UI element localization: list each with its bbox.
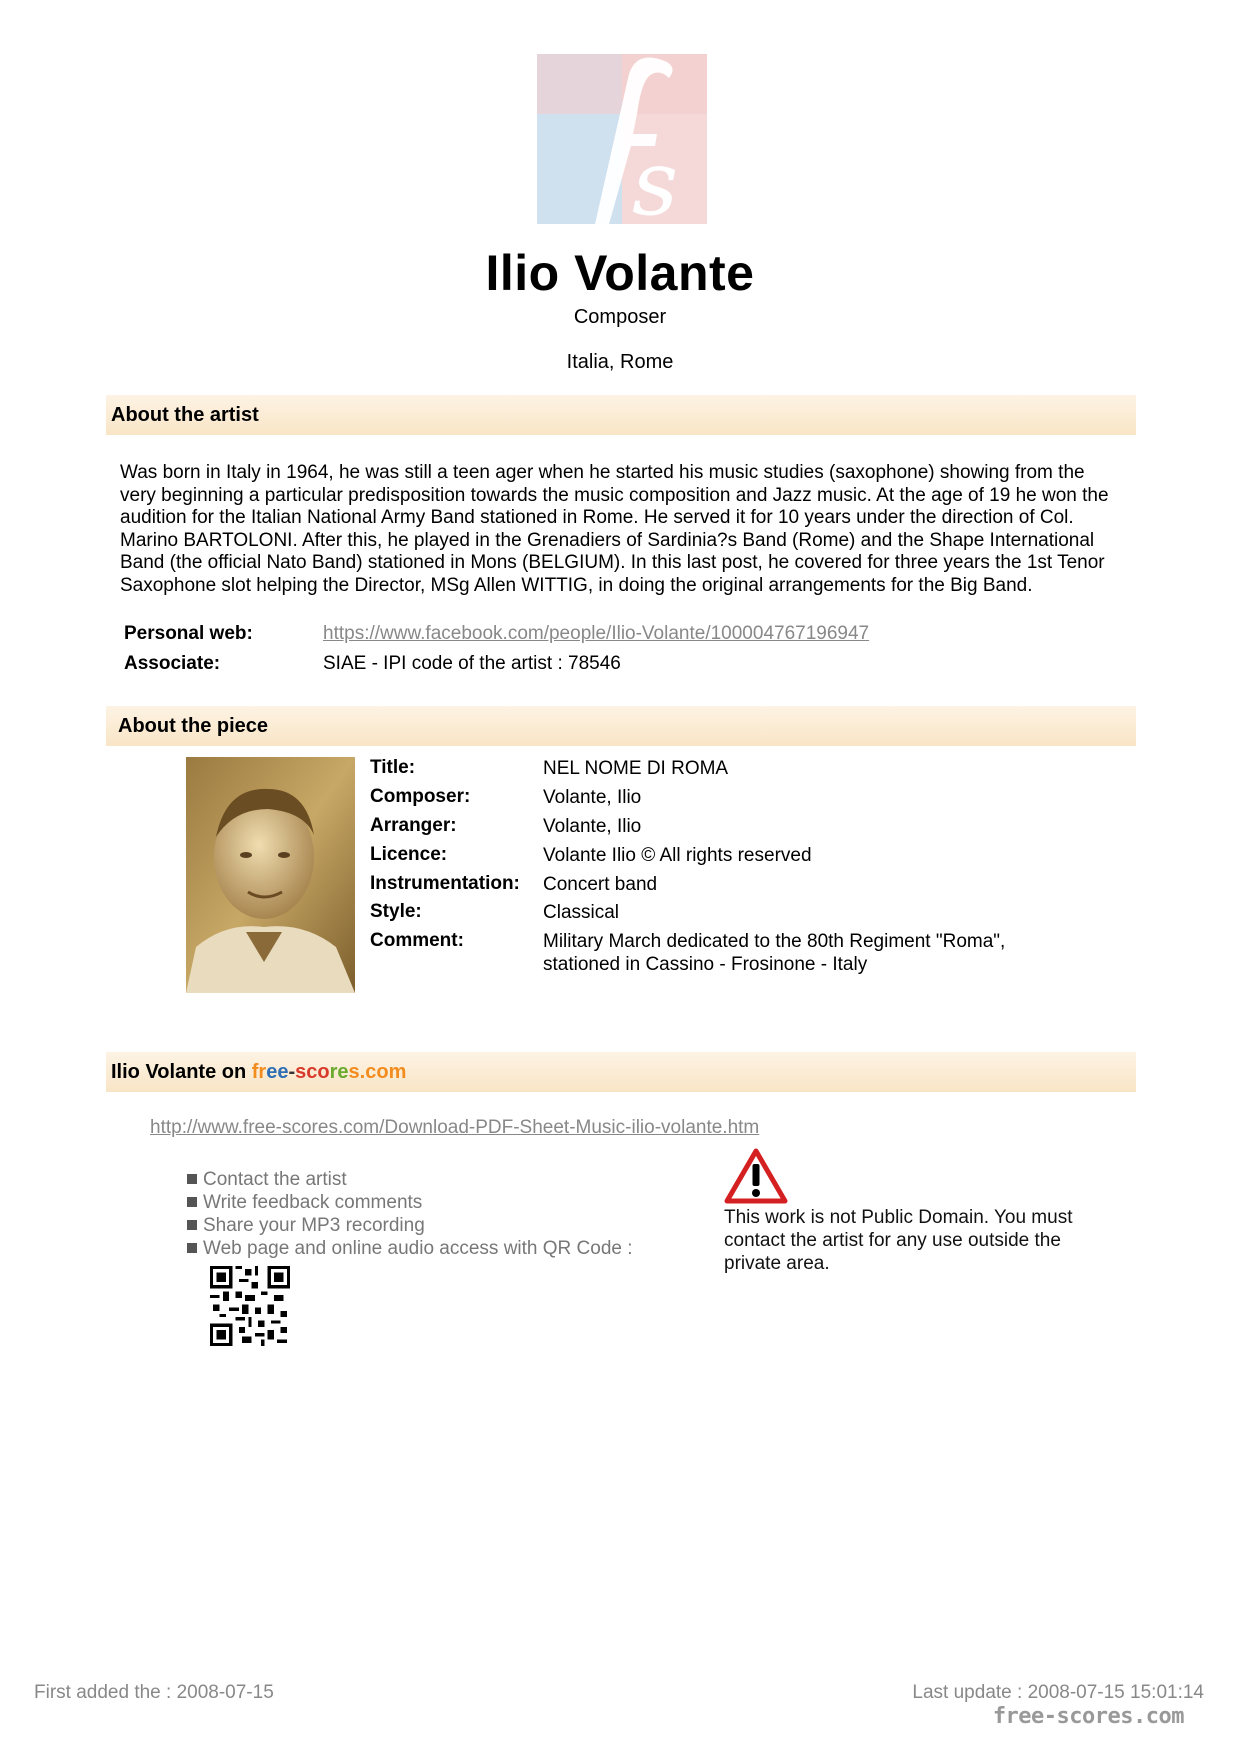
artist-bio: Was born in Italy in 1964, he was still a teen ager when he started his music studies (saxophone) showing from the very beginning a particular predisposition towards the music composition and Jazz music. At the age of 19 he won the audition for the Italian National Army Band stationed in Rome. He served it for 10 years under the direction of Col. Marino BARTOLONI. After this, he played in the Grenadiers of Sardinia?s Band (Rome) and the Shape International Band (the official Nato Band) stationed in Mons (BELGIUM). In this last post, he covered for three years the 1st Tenor Saxophone slot helping the Director, MSg Allen WITTIG, in doing the original arrangements for the Big Band. (120, 462, 1109, 596)
artist-location: Italia, Rome (566, 351, 674, 373)
bullet-icon (187, 1174, 197, 1184)
piece-composer-label: Composer: (370, 786, 471, 807)
piece-title-label: Title: (370, 757, 416, 778)
copyright-warning: This work is not Public Domain. You must contact the artist for any use outside the private area. (724, 1207, 1073, 1274)
about-artist-header (106, 395, 1136, 435)
first-added-date: First added the : 2008-07-15 (34, 1682, 274, 1703)
about-piece-title: About the piece (118, 715, 269, 737)
piece-comment-label: Comment: (370, 930, 464, 951)
piece-licence-label: Licence: (370, 844, 448, 865)
associate-label: Associate: (124, 653, 221, 674)
footer-brand: free-scores.com (992, 1704, 1184, 1729)
artist-role: Composer (573, 306, 667, 328)
qr-code-text: Web page and online audio access with QR Code : (187, 1237, 633, 1260)
action-list (187, 1168, 633, 1260)
on-site-header (106, 1052, 1136, 1092)
free-scores-page-link[interactable]: http://www.free-scores.com/Download-PDF-Sheet-Music-ilio-volante.htm (150, 1117, 760, 1138)
about-artist-title: About the artist (111, 404, 259, 426)
piece-title-value: NEL NOME DI ROMA (543, 758, 729, 779)
last-update-date: Last update : 2008-07-15 15:01:14 (912, 1682, 1204, 1703)
free-scores-logo (537, 54, 707, 224)
share-mp3-link[interactable]: Share your MP3 recording (187, 1214, 633, 1237)
piece-instrumentation-value: Concert band (543, 874, 658, 895)
on-site-prefix: Ilio Volante on (111, 1061, 252, 1083)
associate-value: SIAE - IPI code of the artist : 78546 (323, 653, 621, 674)
artist-photo (186, 757, 355, 993)
contact-artist-link[interactable]: Contact the artist (187, 1168, 633, 1191)
svg-text:s: s (632, 131, 679, 224)
piece-instrumentation-label: Instrumentation: (370, 873, 520, 894)
personal-web-link[interactable]: https://www.facebook.com/people/Ilio-Volante/100004767196947 (323, 623, 870, 644)
bullet-icon (187, 1220, 197, 1230)
piece-style-value: Classical (543, 902, 620, 923)
bullet-icon (187, 1197, 197, 1207)
bullet-icon (187, 1243, 197, 1253)
warning-icon (724, 1148, 788, 1204)
personal-web-label: Personal web: (124, 623, 253, 644)
artist-name: Ilio Volante (485, 245, 755, 301)
on-site-title (111, 1061, 406, 1084)
feedback-link[interactable]: Write feedback comments (187, 1191, 633, 1214)
piece-composer-value: Volante, Ilio (543, 787, 642, 808)
about-piece-header (106, 706, 1136, 746)
piece-style-label: Style: (370, 901, 422, 922)
qr-code-icon[interactable] (210, 1266, 290, 1346)
site-brand: free-scores.com (251, 1061, 407, 1083)
piece-licence-value: Volante Ilio © All rights reserved (543, 845, 812, 866)
piece-arranger-value: Volante, Ilio (543, 816, 642, 837)
piece-arranger-label: Arranger: (370, 815, 457, 836)
piece-comment-value: Military March dedicated to the 80th Regiment "Roma", stationed in Cassino - Frosinone - Italy (543, 931, 1006, 975)
